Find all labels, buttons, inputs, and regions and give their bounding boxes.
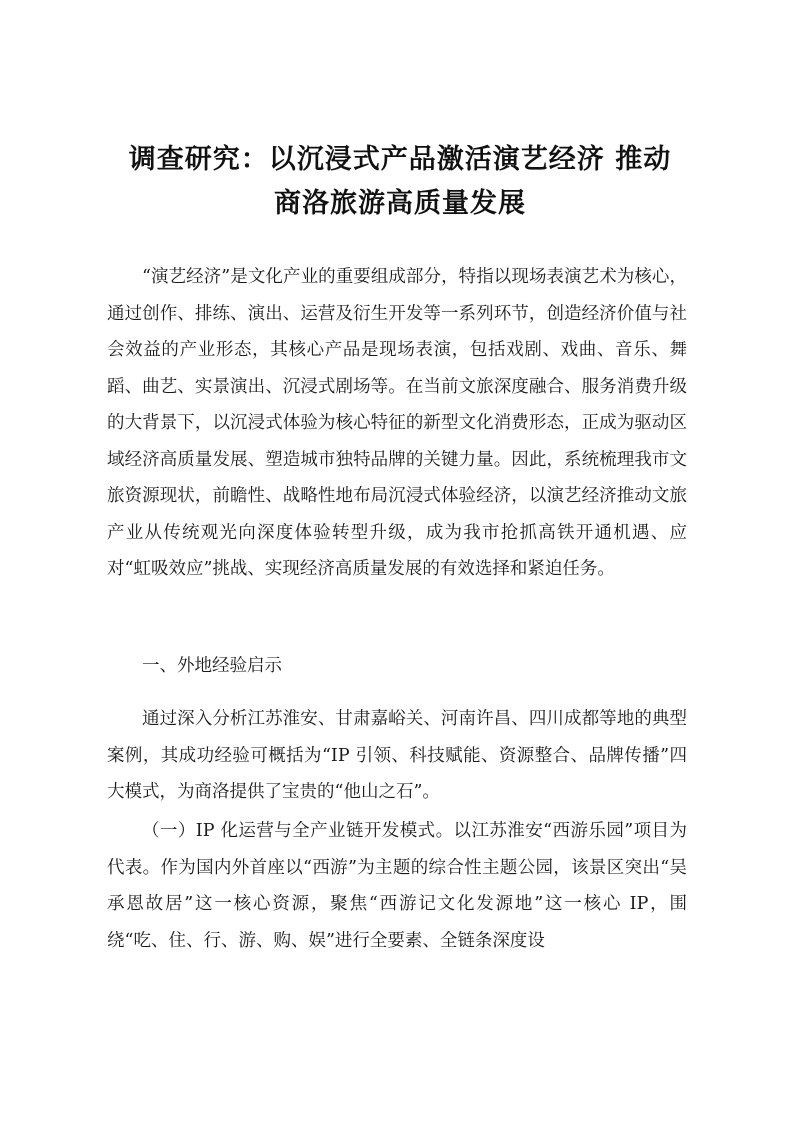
title-line-2: 商洛旅游高质量发展 — [274, 188, 526, 219]
document-title — [100, 138, 700, 226]
experience-summary-paragraph: 通过深入分析江苏淮安、甘肃嘉峪关、河南许昌、四川成都等地的典型案例，其成功经验可概括为“IP 引领、科技赋能、资源整合、品牌传播”四大模式，为商洛提供了宝贵的“他山之石”。 — [107, 709, 687, 802]
title-line-1: 调查研究：以沉浸式产品激活演艺经济 推动 — [128, 144, 672, 175]
ip-model-paragraph: （一）IP 化运营与全产业链开发模式。以江苏淮安“西游乐园”项目为代表。作为国内外首座以“西游”为主题的综合性主题公园，该景区突出“吴承恩故居”这一核心资源，聚焦“西游记文化发源地”这一核心 IP，围绕“吃、住、行、游、购、娱”进行全要素、全链条深度设 — [107, 821, 687, 951]
section-heading-1: 一、外地经验启示 — [142, 656, 282, 676]
intro-paragraph: “演艺经济”是文化产业的重要组成部分，特指以现场表演艺术为核心，通过创作、排练、演出、运营及衍生开发等一系列环节，创造经济价值与社会效益的产业形态，其核心产品是现场表演，包括戏剧、戏曲、音乐、舞蹈、曲艺、实景演出、沉浸式剧场等。在当前文旅深度融合、服务消费升级的大背景下，以沉浸式体验为核心特征的新型文化消费形态，正成为驱动区域经济高质量发展、塑造城市独特品牌的关键力量。因此，系统梳理我市文旅资源现状，前瞻性、战略性地布局沉浸式体验经济，以演艺经济推动文旅产业从传统观光向深度体验转型升级，成为我市抢抓高铁开通机遇、应对“虹吸效应”挑战、实现经济高质量发展的有效选择和紧迫任务。 — [107, 267, 687, 579]
